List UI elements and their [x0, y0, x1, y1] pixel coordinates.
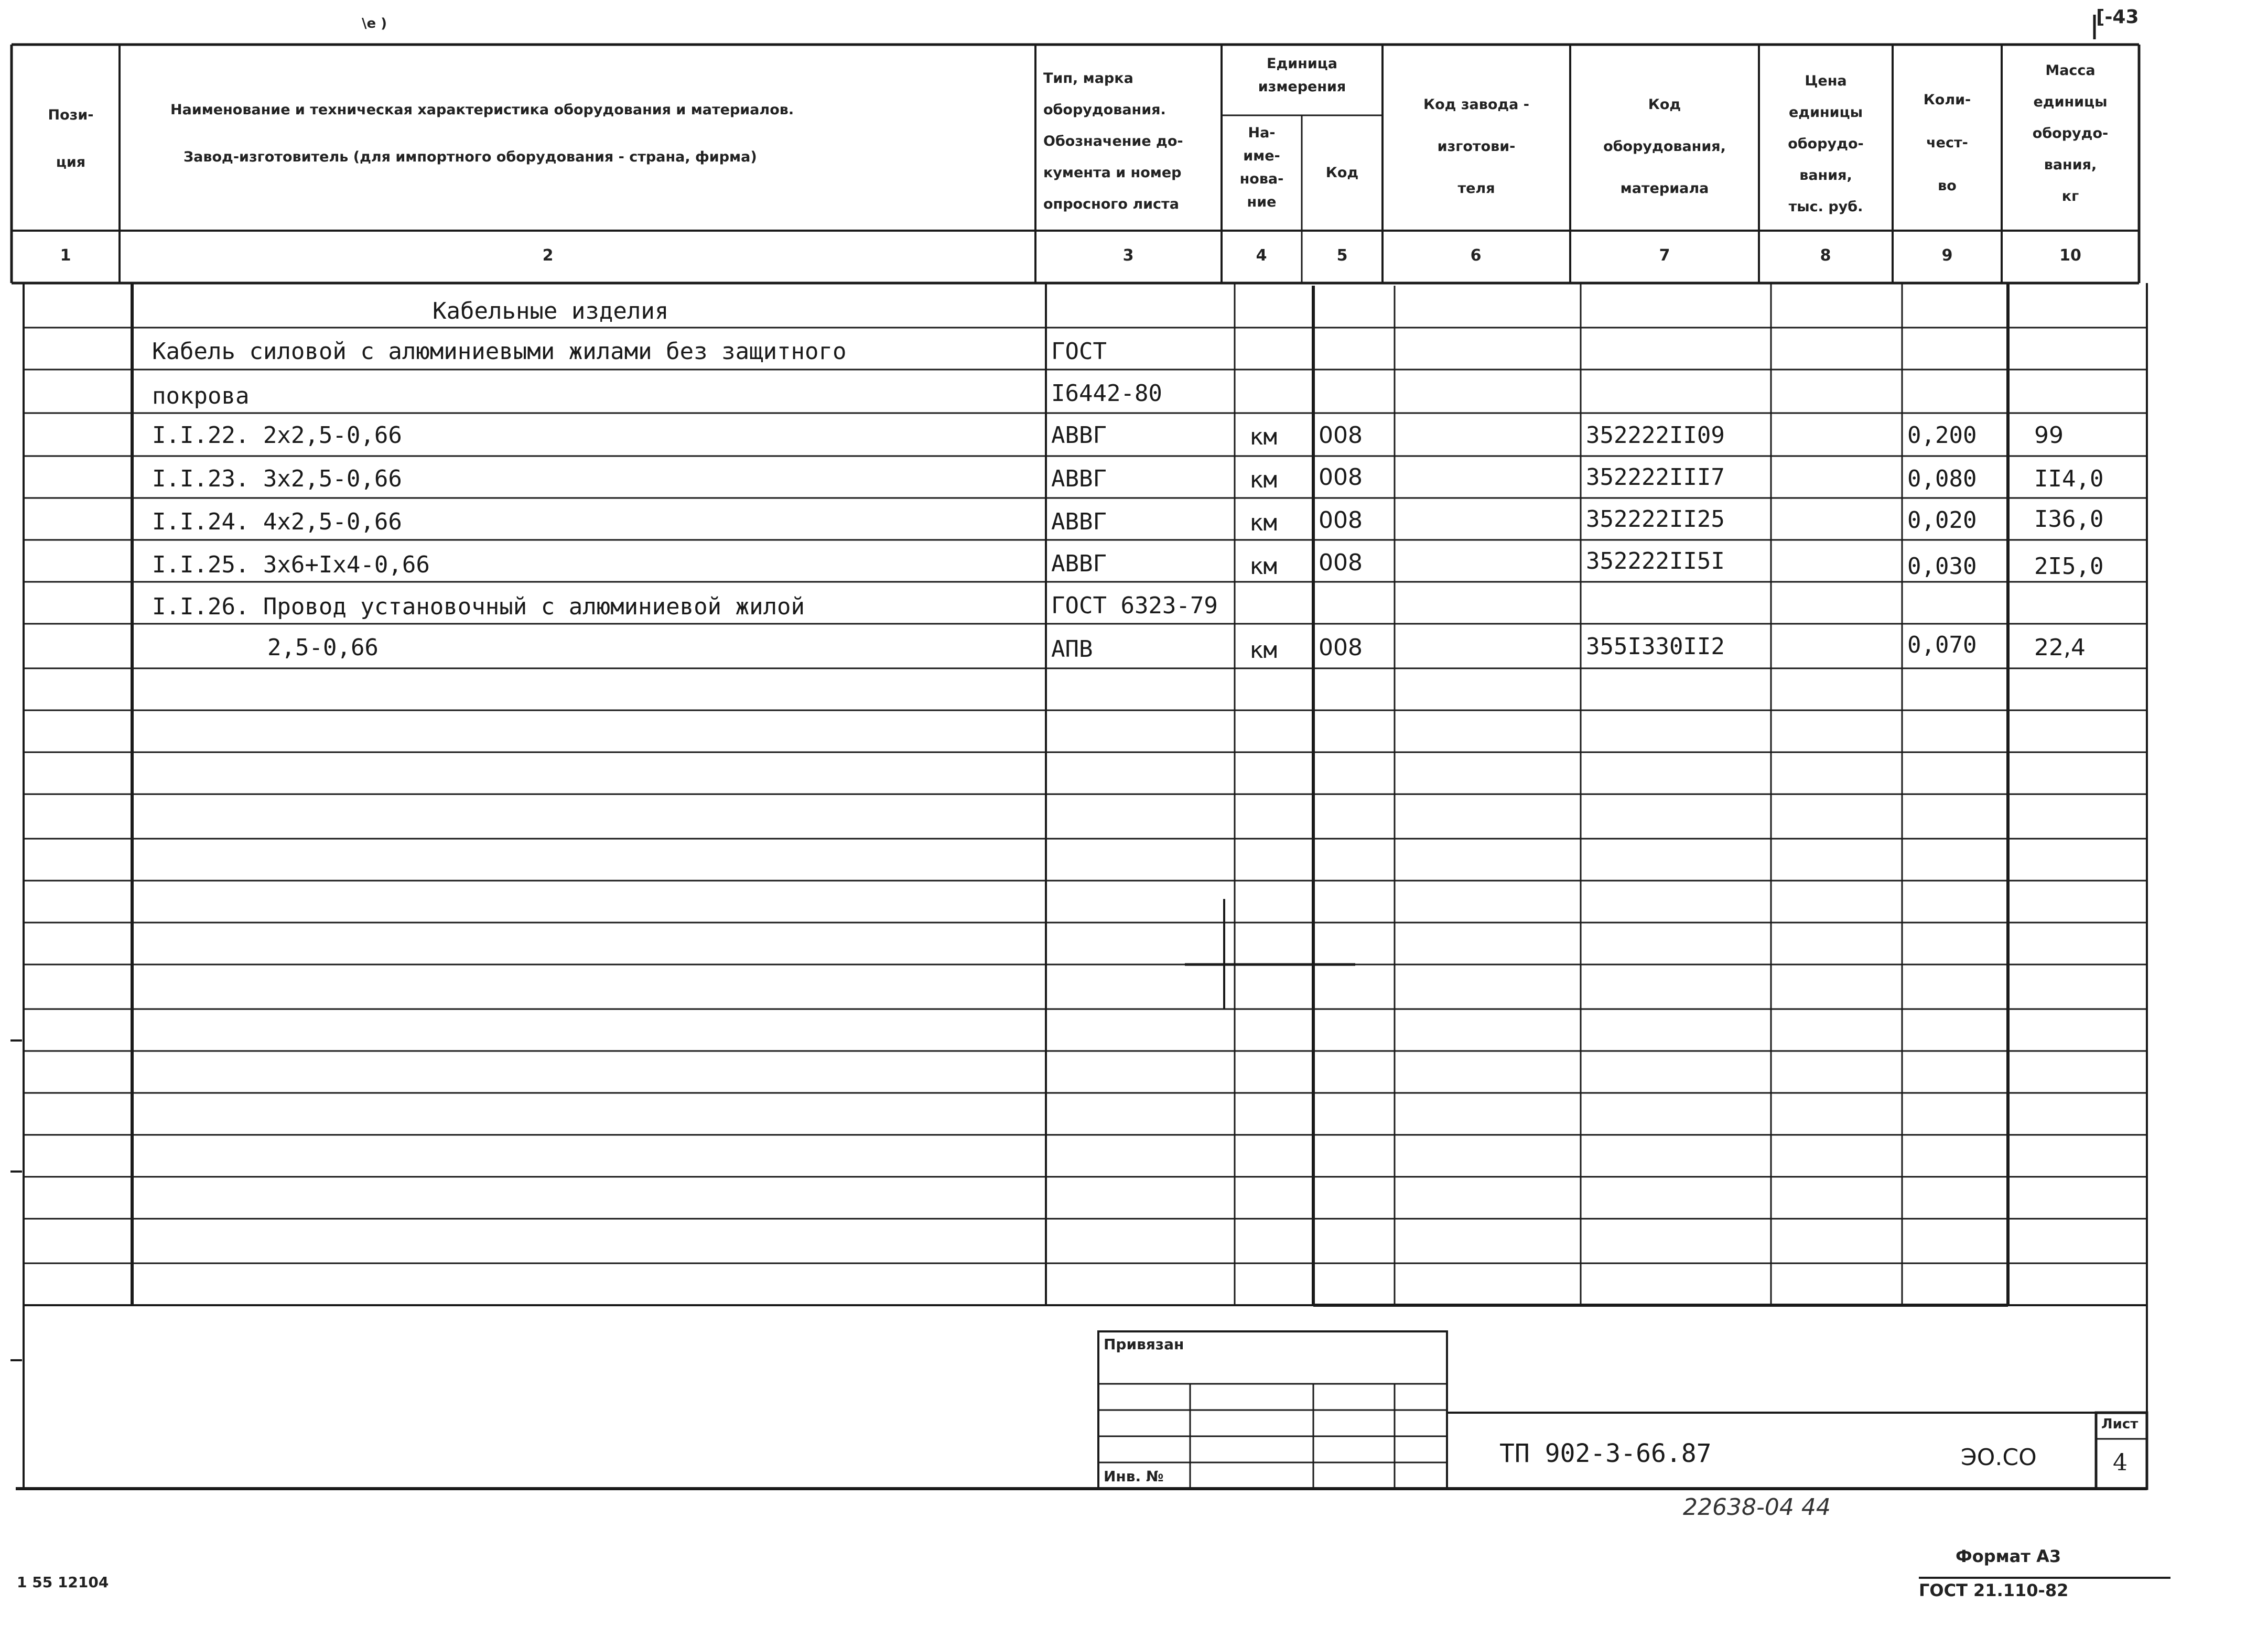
row-quantity: 0,070 — [1907, 632, 1977, 658]
row-equipment-code: 355I330II2 — [1586, 633, 1725, 660]
row-equipment-code: 352222II09 — [1586, 422, 1725, 449]
row-quantity: 0,200 — [1907, 422, 1977, 449]
row-unit-code: 008 — [1319, 549, 1363, 576]
header-col-unit-code: Код — [1325, 165, 1359, 181]
column-number: 3 — [1122, 246, 1134, 265]
row-quantity: 0,080 — [1907, 465, 1977, 492]
row-document: I6442-80 — [1051, 380, 1162, 407]
row-name: I.I.26. Провод установочный с алюминиевой жилой — [152, 593, 805, 620]
stamp-privyazan: Привязан — [1104, 1336, 1184, 1353]
row-quantity: 0,020 — [1907, 507, 1977, 534]
row-equipment-code: 352222II5I — [1586, 548, 1725, 574]
header-col-type: Тип, марка оборудования. Обозначение до- кумента и номер опросного листа — [1043, 70, 1183, 212]
section-title: Кабельные изделия — [433, 298, 669, 324]
row-unit: км — [1249, 637, 1277, 664]
row-name: покрова — [152, 383, 250, 409]
row-mass: I36,0 — [2034, 506, 2104, 533]
document-code: ТП 902-3-66.87 — [1499, 1439, 1712, 1468]
format-label: Формат А3 — [1956, 1546, 2061, 1566]
row-mass: 2I5,0 — [2034, 553, 2104, 580]
row-unit: км — [1249, 424, 1277, 450]
stamp-inventory-number: Инв. № — [1104, 1468, 1164, 1485]
sheet-code: ЭО.СО — [1961, 1444, 2037, 1471]
row-name: I.I.22. 2x2,5-0,66 — [152, 422, 402, 449]
row-name: I.I.24. 4x2,5-0,66 — [152, 508, 402, 535]
header-col-quantity: Коли- чест- во — [1923, 92, 1971, 194]
row-document: АВВГ — [1051, 465, 1107, 492]
sheet-label: Лист — [2101, 1416, 2139, 1432]
row-document: АПВ — [1051, 636, 1093, 663]
column-number: 5 — [1336, 246, 1348, 265]
row-unit-code: 008 — [1319, 422, 1363, 449]
header-col-unit-name: На- име- нова- ние — [1239, 125, 1284, 210]
column-number: 8 — [1820, 246, 1831, 265]
row-unit: км — [1249, 510, 1277, 536]
header-col-factory-code: Код завода - изготови- теля — [1423, 96, 1529, 197]
row-mass: 22,4 — [2034, 634, 2086, 661]
column-number: 4 — [1256, 246, 1267, 265]
row-unit: км — [1249, 467, 1277, 493]
header-col-name: Наименование и техническая характеристика оборудования и материалов. Завод-изготовитель (для импортного оборудования - страна, фирма) — [170, 102, 794, 165]
row-name: 2,5-0,66 — [267, 634, 379, 661]
header-col-price: Цена единицы оборудо- вания, тыс. руб. — [1788, 73, 1864, 215]
footer-left-code: 1 55 12104 — [17, 1574, 109, 1591]
column-number: 6 — [1470, 246, 1482, 265]
row-unit-code: 008 — [1319, 464, 1363, 491]
row-unit-code: 008 — [1319, 507, 1363, 534]
column-number: 1 — [60, 246, 71, 265]
header-col-mass: Масса единицы оборудо- вания, кг — [2032, 62, 2109, 204]
column-number: 10 — [2059, 246, 2081, 265]
top-mark: \e ) — [362, 16, 387, 31]
row-name: I.I.25. 3x6+Ix4-0,66 — [152, 551, 430, 578]
row-mass: 99 — [2034, 422, 2064, 449]
row-name: Кабель силовой с алюминиевыми жилами без защитного — [152, 338, 847, 365]
row-equipment-code: 352222III7 — [1586, 464, 1725, 491]
column-number: 7 — [1659, 246, 1670, 265]
row-equipment-code: 352222II25 — [1586, 506, 1725, 533]
row-document: АВВГ — [1051, 508, 1107, 535]
header-col-equipment-code: Код оборудования, материала — [1603, 96, 1726, 197]
gost-label: ГОСТ 21.110-82 — [1919, 1580, 2069, 1600]
row-document: АВВГ — [1051, 550, 1107, 577]
handwritten-inventory-number: 22638-04 44 — [1683, 1494, 1831, 1521]
row-mass: II4,0 — [2034, 465, 2104, 492]
header-unit-group: Единица измерения — [1258, 56, 1346, 95]
row-quantity: 0,030 — [1907, 553, 1977, 580]
row-document: ГОСТ 6323-79 — [1051, 592, 1218, 619]
row-unit-code: 008 — [1319, 634, 1363, 661]
row-document: АВВГ — [1051, 422, 1107, 449]
column-number: 2 — [542, 246, 554, 265]
row-document: ГОСТ — [1051, 338, 1107, 365]
column-number: 9 — [1941, 246, 1953, 265]
corner-sheet-mark: [-43 — [2096, 6, 2139, 28]
header-col-position: Пози- ция — [48, 107, 94, 170]
row-unit: км — [1249, 553, 1277, 580]
sheet-number: 4 — [2113, 1449, 2127, 1476]
row-name: I.I.23. 3x2,5-0,66 — [152, 465, 402, 492]
